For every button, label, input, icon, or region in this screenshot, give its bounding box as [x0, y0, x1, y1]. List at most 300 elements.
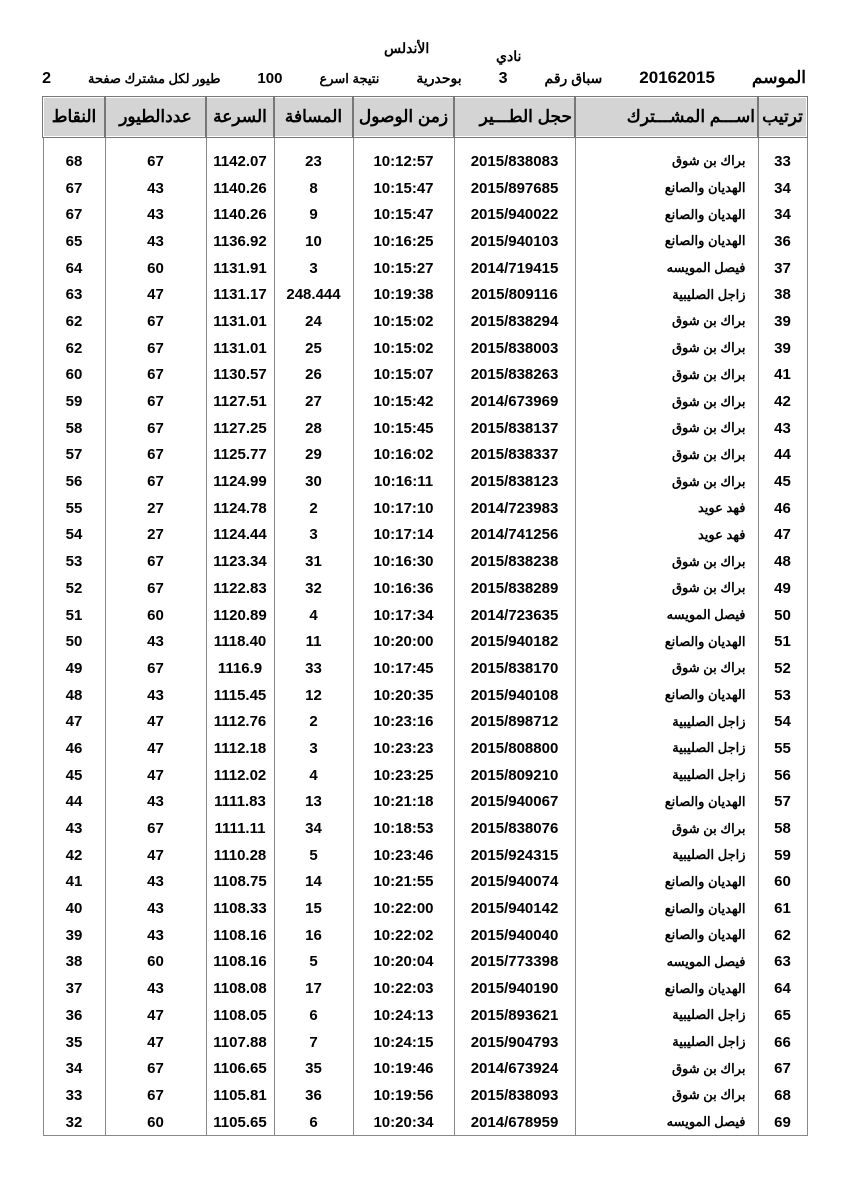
- cell-rank: 57: [758, 789, 807, 816]
- cell-participant: الهديان والصانع: [575, 201, 758, 228]
- cell-ring: 2015/838337: [454, 442, 575, 469]
- table-row: [43, 789, 807, 816]
- cell-arrival-time: 10:15:47: [353, 175, 454, 202]
- cell-bird-count: 43: [105, 975, 206, 1002]
- cell-arrival-time: 10:21:55: [353, 869, 454, 896]
- cell-speed: 1140.26: [206, 201, 274, 228]
- cell-distance: 2: [274, 708, 353, 735]
- cell-speed: 1112.18: [206, 735, 274, 762]
- cell-bird-count: 27: [105, 495, 206, 522]
- cell-rank: 38: [758, 281, 807, 308]
- cell-speed: 1123.34: [206, 548, 274, 575]
- result-label: نتيجة اسرع: [319, 71, 380, 86]
- cell-arrival-time: 10:24:13: [353, 1002, 454, 1029]
- table-row: [43, 468, 807, 495]
- cell-participant: براك بن شوق: [575, 308, 758, 335]
- cell-ring: 2015/893621: [454, 1002, 575, 1029]
- page-number: 2: [42, 70, 51, 87]
- cell-distance: 16: [274, 922, 353, 949]
- cell-speed: 1106.65: [206, 1055, 274, 1082]
- cell-distance: 24: [274, 308, 353, 335]
- cell-participant: زاجل الصليبية: [575, 1002, 758, 1029]
- cell-participant: براك بن شوق: [575, 148, 758, 175]
- cell-participant: براك بن شوق: [575, 548, 758, 575]
- cell-distance: 4: [274, 602, 353, 629]
- table-row: [43, 975, 807, 1002]
- cell-bird-count: 47: [105, 735, 206, 762]
- cell-arrival-time: 10:20:35: [353, 682, 454, 709]
- cell-bird-count: 47: [105, 708, 206, 735]
- cell-ring: 2015/808800: [454, 735, 575, 762]
- cell-distance: 6: [274, 1109, 353, 1136]
- cell-speed: 1136.92: [206, 228, 274, 255]
- cell-ring: 2015/940074: [454, 869, 575, 896]
- cell-arrival-time: 10:15:45: [353, 415, 454, 442]
- cell-speed: 1118.40: [206, 628, 274, 655]
- cell-bird-count: 43: [105, 228, 206, 255]
- cell-arrival-time: 10:22:02: [353, 922, 454, 949]
- cell-distance: 6: [274, 1002, 353, 1029]
- col-speed: السرعة: [206, 97, 274, 137]
- cell-rank: 63: [758, 949, 807, 976]
- table-row: [43, 815, 807, 842]
- cell-arrival-time: 10:15:02: [353, 308, 454, 335]
- cell-speed: 1140.26: [206, 175, 274, 202]
- cell-participant: زاجل الصليبية: [575, 708, 758, 735]
- race-location: بوحدرية: [416, 70, 462, 86]
- cell-ring: 2015/809116: [454, 281, 575, 308]
- cell-rank: 48: [758, 548, 807, 575]
- cell-speed: 1131.01: [206, 335, 274, 362]
- cell-distance: 8: [274, 175, 353, 202]
- cell-points: 40: [43, 895, 105, 922]
- cell-points: 36: [43, 1002, 105, 1029]
- cell-ring: 2015/940182: [454, 628, 575, 655]
- cell-ring: 2015/940022: [454, 201, 575, 228]
- cell-bird-count: 47: [105, 1029, 206, 1056]
- cell-ring: 2015/940108: [454, 682, 575, 709]
- cell-speed: 1130.57: [206, 362, 274, 389]
- cell-rank: 62: [758, 922, 807, 949]
- cell-speed: 1108.08: [206, 975, 274, 1002]
- cell-arrival-time: 10:20:34: [353, 1109, 454, 1136]
- cell-participant: فيصل المويسه: [575, 949, 758, 976]
- cell-ring: 2014/673969: [454, 388, 575, 415]
- cell-ring: 2015/940103: [454, 228, 575, 255]
- cell-participant: الهديان والصانع: [575, 895, 758, 922]
- cell-points: 47: [43, 708, 105, 735]
- cell-distance: 3: [274, 255, 353, 282]
- cell-speed: 1105.81: [206, 1082, 274, 1109]
- cell-points: 45: [43, 762, 105, 789]
- table-row: [43, 201, 807, 228]
- cell-points: 65: [43, 228, 105, 255]
- cell-speed: 1127.25: [206, 415, 274, 442]
- table-row: [43, 388, 807, 415]
- cell-distance: 11: [274, 628, 353, 655]
- cell-ring: 2014/723983: [454, 495, 575, 522]
- cell-ring: 2015/773398: [454, 949, 575, 976]
- cell-bird-count: 43: [105, 682, 206, 709]
- cell-ring: 2015/838170: [454, 655, 575, 682]
- col-arrival-time: زمن الوصول: [353, 97, 454, 137]
- cell-points: 51: [43, 602, 105, 629]
- cell-arrival-time: 10:21:18: [353, 789, 454, 816]
- table-row: [43, 228, 807, 255]
- cell-ring: 2014/723635: [454, 602, 575, 629]
- cell-rank: 42: [758, 388, 807, 415]
- cell-arrival-time: 10:17:45: [353, 655, 454, 682]
- cell-points: 41: [43, 869, 105, 896]
- cell-speed: 1105.65: [206, 1109, 274, 1136]
- cell-speed: 1142.07: [206, 148, 274, 175]
- cell-rank: 60: [758, 869, 807, 896]
- cell-distance: 2: [274, 495, 353, 522]
- race-label: سباق رقم: [544, 70, 603, 86]
- cell-participant: الهديان والصانع: [575, 628, 758, 655]
- cell-rank: 41: [758, 362, 807, 389]
- cell-distance: 4: [274, 762, 353, 789]
- col-participant: اســـم المشـــترك: [575, 97, 758, 137]
- cell-rank: 45: [758, 468, 807, 495]
- table-row: [43, 308, 807, 335]
- cell-rank: 65: [758, 1002, 807, 1029]
- table-row: [43, 1029, 807, 1056]
- cell-ring: 2015/838263: [454, 362, 575, 389]
- cell-distance: 12: [274, 682, 353, 709]
- cell-points: 39: [43, 922, 105, 949]
- cell-rank: 39: [758, 308, 807, 335]
- cell-ring: 2014/673924: [454, 1055, 575, 1082]
- cell-bird-count: 60: [105, 1109, 206, 1136]
- cell-points: 34: [43, 1055, 105, 1082]
- cell-points: 68: [43, 148, 105, 175]
- cell-participant: براك بن شوق: [575, 1055, 758, 1082]
- table-row: [43, 735, 807, 762]
- table-row: [43, 255, 807, 282]
- cell-rank: 61: [758, 895, 807, 922]
- cell-points: 58: [43, 415, 105, 442]
- cell-speed: 1131.01: [206, 308, 274, 335]
- race-number: 3: [498, 70, 508, 87]
- birds-per-member-label: طيور لكل مشترك صفحة: [87, 71, 221, 86]
- cell-arrival-time: 10:15:07: [353, 362, 454, 389]
- cell-rank: 34: [758, 201, 807, 228]
- cell-distance: 31: [274, 548, 353, 575]
- cell-participant: براك بن شوق: [575, 362, 758, 389]
- cell-participant: زاجل الصليبية: [575, 281, 758, 308]
- cell-arrival-time: 10:23:25: [353, 762, 454, 789]
- club-name: الأندلس: [384, 40, 430, 56]
- cell-distance: 13: [274, 789, 353, 816]
- cell-points: 60: [43, 362, 105, 389]
- cell-speed: 1108.16: [206, 949, 274, 976]
- cell-bird-count: 67: [105, 335, 206, 362]
- cell-rank: 55: [758, 735, 807, 762]
- cell-speed: 1108.16: [206, 922, 274, 949]
- table-row: [43, 415, 807, 442]
- cell-bird-count: 47: [105, 281, 206, 308]
- cell-participant: براك بن شوق: [575, 575, 758, 602]
- cell-points: 62: [43, 308, 105, 335]
- cell-participant: زاجل الصليبية: [575, 842, 758, 869]
- cell-ring: 2015/924315: [454, 842, 575, 869]
- cell-arrival-time: 10:20:04: [353, 949, 454, 976]
- cell-speed: 1110.28: [206, 842, 274, 869]
- cell-bird-count: 60: [105, 602, 206, 629]
- cell-points: 63: [43, 281, 105, 308]
- cell-speed: 1108.33: [206, 895, 274, 922]
- cell-bird-count: 60: [105, 255, 206, 282]
- cell-arrival-time: 10:23:23: [353, 735, 454, 762]
- col-distance: المسافة: [274, 97, 353, 137]
- cell-rank: 58: [758, 815, 807, 842]
- cell-bird-count: 43: [105, 175, 206, 202]
- cell-points: 48: [43, 682, 105, 709]
- table-row: [43, 682, 807, 709]
- cell-arrival-time: 10:24:15: [353, 1029, 454, 1056]
- cell-bird-count: 67: [105, 415, 206, 442]
- cell-distance: 9: [274, 201, 353, 228]
- cell-ring: 2015/940142: [454, 895, 575, 922]
- cell-participant: زاجل الصليبية: [575, 735, 758, 762]
- cell-participant: براك بن شوق: [575, 388, 758, 415]
- table-row: [43, 335, 807, 362]
- cell-ring: 2015/897685: [454, 175, 575, 202]
- table-row: [43, 628, 807, 655]
- cell-ring: 2015/838238: [454, 548, 575, 575]
- cell-distance: 36: [274, 1082, 353, 1109]
- cell-bird-count: 67: [105, 442, 206, 469]
- cell-participant: براك بن شوق: [575, 468, 758, 495]
- table-header: [43, 97, 807, 137]
- cell-distance: 14: [274, 869, 353, 896]
- cell-speed: 1112.76: [206, 708, 274, 735]
- cell-participant: الهديان والصانع: [575, 175, 758, 202]
- cell-speed: 1124.78: [206, 495, 274, 522]
- cell-speed: 1125.77: [206, 442, 274, 469]
- table-row: [43, 602, 807, 629]
- cell-distance: 5: [274, 949, 353, 976]
- cell-points: 33: [43, 1082, 105, 1109]
- cell-distance: 5: [274, 842, 353, 869]
- cell-ring: 2015/838294: [454, 308, 575, 335]
- cell-speed: 1108.75: [206, 869, 274, 896]
- cell-bird-count: 27: [105, 522, 206, 549]
- cell-participant: الهديان والصانع: [575, 922, 758, 949]
- cell-arrival-time: 10:18:53: [353, 815, 454, 842]
- cell-participant: زاجل الصليبية: [575, 1029, 758, 1056]
- cell-bird-count: 43: [105, 628, 206, 655]
- cell-ring: 2014/741256: [454, 522, 575, 549]
- cell-points: 50: [43, 628, 105, 655]
- cell-bird-count: 43: [105, 922, 206, 949]
- cell-points: 44: [43, 789, 105, 816]
- cell-rank: 43: [758, 415, 807, 442]
- cell-points: 49: [43, 655, 105, 682]
- cell-points: 55: [43, 495, 105, 522]
- table-row: [43, 1055, 807, 1082]
- cell-distance: 23: [274, 148, 353, 175]
- cell-arrival-time: 10:23:46: [353, 842, 454, 869]
- cell-points: 43: [43, 815, 105, 842]
- cell-rank: 39: [758, 335, 807, 362]
- cell-arrival-time: 10:20:00: [353, 628, 454, 655]
- cell-arrival-time: 10:22:03: [353, 975, 454, 1002]
- cell-rank: 64: [758, 975, 807, 1002]
- cell-rank: 46: [758, 495, 807, 522]
- cell-distance: 15: [274, 895, 353, 922]
- cell-bird-count: 67: [105, 388, 206, 415]
- cell-points: 62: [43, 335, 105, 362]
- cell-participant: براك بن شوق: [575, 442, 758, 469]
- cell-points: 52: [43, 575, 105, 602]
- cell-rank: 54: [758, 708, 807, 735]
- cell-participant: الهديان والصانع: [575, 869, 758, 896]
- cell-participant: فيصل المويسه: [575, 1109, 758, 1136]
- table-row: [43, 869, 807, 896]
- cell-rank: 69: [758, 1109, 807, 1136]
- cell-speed: 1131.17: [206, 281, 274, 308]
- table-row: [43, 762, 807, 789]
- cell-bird-count: 67: [105, 1055, 206, 1082]
- cell-bird-count: 43: [105, 895, 206, 922]
- cell-speed: 1122.83: [206, 575, 274, 602]
- cell-ring: 2015/838123: [454, 468, 575, 495]
- cell-ring: 2015/838137: [454, 415, 575, 442]
- cell-rank: 52: [758, 655, 807, 682]
- cell-rank: 36: [758, 228, 807, 255]
- cell-ring: 2015/898712: [454, 708, 575, 735]
- cell-bird-count: 67: [105, 1082, 206, 1109]
- table-row: [43, 1109, 807, 1136]
- cell-distance: 3: [274, 522, 353, 549]
- cell-rank: 47: [758, 522, 807, 549]
- cell-rank: 59: [758, 842, 807, 869]
- cell-bird-count: 67: [105, 548, 206, 575]
- col-ring: حجل الطـــير: [454, 97, 575, 137]
- cell-ring: 2015/940190: [454, 975, 575, 1002]
- cell-distance: 10: [274, 228, 353, 255]
- table-row: [43, 1082, 807, 1109]
- cell-participant: فيصل المويسه: [575, 602, 758, 629]
- table-row: [43, 895, 807, 922]
- cell-distance: 17: [274, 975, 353, 1002]
- season-label: الموسم: [751, 68, 806, 87]
- cell-participant: براك بن شوق: [575, 335, 758, 362]
- cell-distance: 35: [274, 1055, 353, 1082]
- cell-ring: 2015/940067: [454, 789, 575, 816]
- table-row: [43, 842, 807, 869]
- table-row: [43, 708, 807, 735]
- cell-points: 42: [43, 842, 105, 869]
- cell-participant: فهد عويد: [575, 522, 758, 549]
- cell-arrival-time: 10:22:00: [353, 895, 454, 922]
- cell-speed: 1112.02: [206, 762, 274, 789]
- cell-rank: 50: [758, 602, 807, 629]
- cell-rank: 44: [758, 442, 807, 469]
- cell-ring: 2015/838003: [454, 335, 575, 362]
- cell-participant: فيصل المويسه: [575, 255, 758, 282]
- cell-arrival-time: 10:15:27: [353, 255, 454, 282]
- cell-rank: 66: [758, 1029, 807, 1056]
- table-row: [43, 922, 807, 949]
- cell-speed: 1107.88: [206, 1029, 274, 1056]
- cell-bird-count: 47: [105, 1002, 206, 1029]
- table-row: [43, 548, 807, 575]
- cell-speed: 1111.83: [206, 789, 274, 816]
- table-row: [43, 522, 807, 549]
- cell-rank: 37: [758, 255, 807, 282]
- cell-arrival-time: 10:23:16: [353, 708, 454, 735]
- cell-participant: الهديان والصانع: [575, 975, 758, 1002]
- cell-speed: 1124.99: [206, 468, 274, 495]
- table-row: [43, 949, 807, 976]
- cell-points: 35: [43, 1029, 105, 1056]
- cell-rank: 51: [758, 628, 807, 655]
- cell-bird-count: 47: [105, 762, 206, 789]
- cell-rank: 34: [758, 175, 807, 202]
- cell-points: 59: [43, 388, 105, 415]
- cell-distance: 25: [274, 335, 353, 362]
- cell-rank: 53: [758, 682, 807, 709]
- table-row: [43, 495, 807, 522]
- cell-points: 46: [43, 735, 105, 762]
- cell-points: 54: [43, 522, 105, 549]
- result-count: 100: [257, 70, 283, 87]
- cell-points: 67: [43, 201, 105, 228]
- cell-points: 37: [43, 975, 105, 1002]
- cell-ring: 2014/719415: [454, 255, 575, 282]
- cell-speed: 1115.45: [206, 682, 274, 709]
- cell-participant: الهديان والصانع: [575, 789, 758, 816]
- cell-rank: 33: [758, 148, 807, 175]
- cell-participant: براك بن شوق: [575, 1082, 758, 1109]
- cell-arrival-time: 10:17:14: [353, 522, 454, 549]
- cell-distance: 27: [274, 388, 353, 415]
- cell-speed: 1127.51: [206, 388, 274, 415]
- race-info-row: [42, 68, 806, 92]
- cell-ring: 2015/940040: [454, 922, 575, 949]
- cell-arrival-time: 10:16:25: [353, 228, 454, 255]
- cell-rank: 68: [758, 1082, 807, 1109]
- cell-ring: 2015/838083: [454, 148, 575, 175]
- cell-points: 57: [43, 442, 105, 469]
- cell-rank: 49: [758, 575, 807, 602]
- cell-participant: الهديان والصانع: [575, 682, 758, 709]
- cell-bird-count: 43: [105, 869, 206, 896]
- cell-speed: 1124.44: [206, 522, 274, 549]
- cell-distance: 3: [274, 735, 353, 762]
- cell-ring: 2015/838093: [454, 1082, 575, 1109]
- cell-bird-count: 67: [105, 815, 206, 842]
- cell-bird-count: 47: [105, 842, 206, 869]
- cell-ring: 2015/838076: [454, 815, 575, 842]
- col-bird-count: عددالطيور: [105, 97, 206, 137]
- cell-bird-count: 67: [105, 655, 206, 682]
- cell-bird-count: 60: [105, 949, 206, 976]
- cell-points: 67: [43, 175, 105, 202]
- cell-bird-count: 67: [105, 308, 206, 335]
- cell-arrival-time: 10:15:42: [353, 388, 454, 415]
- cell-participant: الهديان والصانع: [575, 228, 758, 255]
- cell-distance: 7: [274, 1029, 353, 1056]
- cell-bird-count: 67: [105, 468, 206, 495]
- club-label: نادي: [496, 48, 522, 64]
- cell-distance: 30: [274, 468, 353, 495]
- cell-arrival-time: 10:15:47: [353, 201, 454, 228]
- table-row: [43, 1002, 807, 1029]
